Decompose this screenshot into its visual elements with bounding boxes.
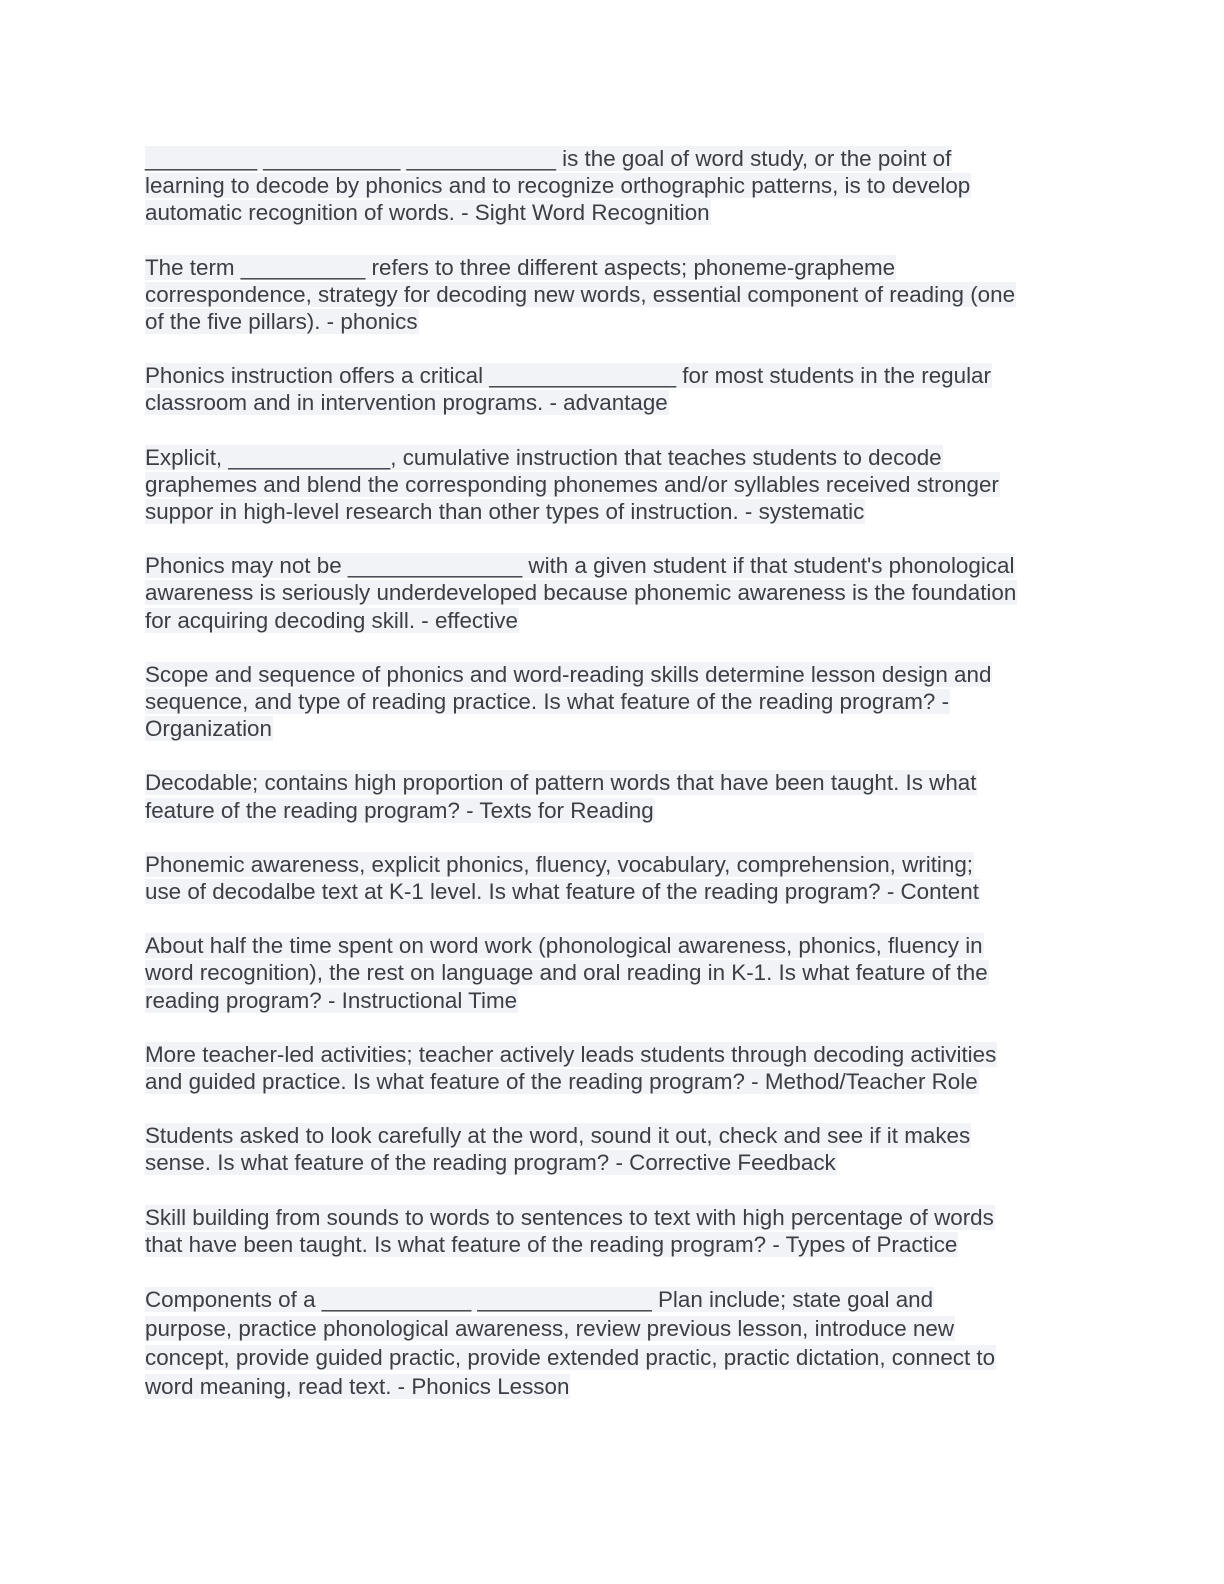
flashcard-12 [145,1204,1075,1258]
flashcard-11 [145,1122,1075,1176]
card-line: word meaning, read text. - Phonics Lesson [145,1374,570,1400]
flashcard-1 [145,145,1075,227]
card-line: Scope and sequence of phonics and word-reading skills determine lesson design and [145,661,992,687]
card-line: sense. Is what feature of the reading program? - Corrective Feedback [145,1150,836,1176]
card-line: Phonics may not be ______________ with a given student if that student's phonological [145,553,1015,579]
card-line: and guided practice. Is what feature of the reading program? - Method/Teacher Role [145,1069,978,1095]
card-line: use of decodalbe text at K-1 level. Is what feature of the reading program? - Content [145,879,979,905]
card-line: of the five pillars). - phonics [145,309,418,335]
card-line: About half the time spent on word work (phonological awareness, phonics, fluency in [145,933,983,959]
card-line: graphemes and blend the corresponding phonemes and/or syllables received stronger [145,471,999,497]
flashcard-6 [145,661,1075,743]
flashcard-3 [145,362,1075,416]
flashcard-4 [145,444,1075,526]
card-line: Decodable; contains high proportion of pattern words that have been taught. Is what [145,770,977,796]
card-line: Skill building from sounds to words to sentences to text with high percentage of words [145,1204,994,1230]
card-line: automatic recognition of words. - Sight Word Recognition [145,200,710,226]
flashcard-10 [145,1041,1075,1095]
card-line: More teacher-led activities; teacher actively leads students through decoding activities [145,1041,997,1067]
card-line: learning to decode by phonics and to recognize orthographic patterns, is to develop [145,173,971,199]
card-line: _________ ___________ ____________ is the goal of word study, or the point of [145,146,952,171]
card-line: that have been taught. Is what feature of the reading program? - Types of Practice [145,1231,958,1257]
flashcard-13 [145,1285,1075,1401]
flashcard-2 [145,254,1075,336]
flashcard-7 [145,769,1075,823]
card-line: Students asked to look carefully at the word, sound it out, check and see if it makes [145,1123,971,1149]
flashcard-8 [145,851,1075,905]
card-line: Organization [145,716,272,742]
card-line: Phonics instruction offers a critical _______________ for most students in the regular [145,363,991,389]
flashcard-9 [145,932,1075,1014]
card-line: correspondence, strategy for decoding new words, essential component of reading (one [145,281,1016,307]
card-line: purpose, practice phonological awareness, review previous lesson, introduce new [145,1316,955,1342]
card-line: classroom and in intervention programs. - advantage [145,390,668,416]
card-line: Explicit, _____________, cumulative instruction that teaches students to decode [145,444,942,470]
card-line: reading program? - Instructional Time [145,987,518,1013]
card-line: word recognition), the rest on language and oral reading in K-1. Is what feature of the [145,960,988,986]
document-page [145,145,1075,1428]
card-line: concept, provide guided practic, provide extended practic, practic dictation, connect to [145,1345,996,1371]
card-line: Components of a ____________ ______________ Plan include; state goal and [145,1287,934,1313]
card-line: suppor in high-level research than other types of instruction. - systematic [145,499,865,525]
card-line: awareness is seriously underdeveloped because phonemic awareness is the foundation [145,580,1017,606]
card-line: for acquiring decoding skill. - effective [145,607,518,633]
flashcard-5 [145,552,1075,634]
card-line: Phonemic awareness, explicit phonics, fluency, vocabulary, comprehension, writing; [145,851,974,877]
card-line: sequence, and type of reading practice. Is what feature of the reading program? - [145,689,950,715]
card-line: feature of the reading program? - Texts for Reading [145,797,654,823]
card-line: The term __________ refers to three different aspects; phoneme-grapheme [145,254,896,280]
